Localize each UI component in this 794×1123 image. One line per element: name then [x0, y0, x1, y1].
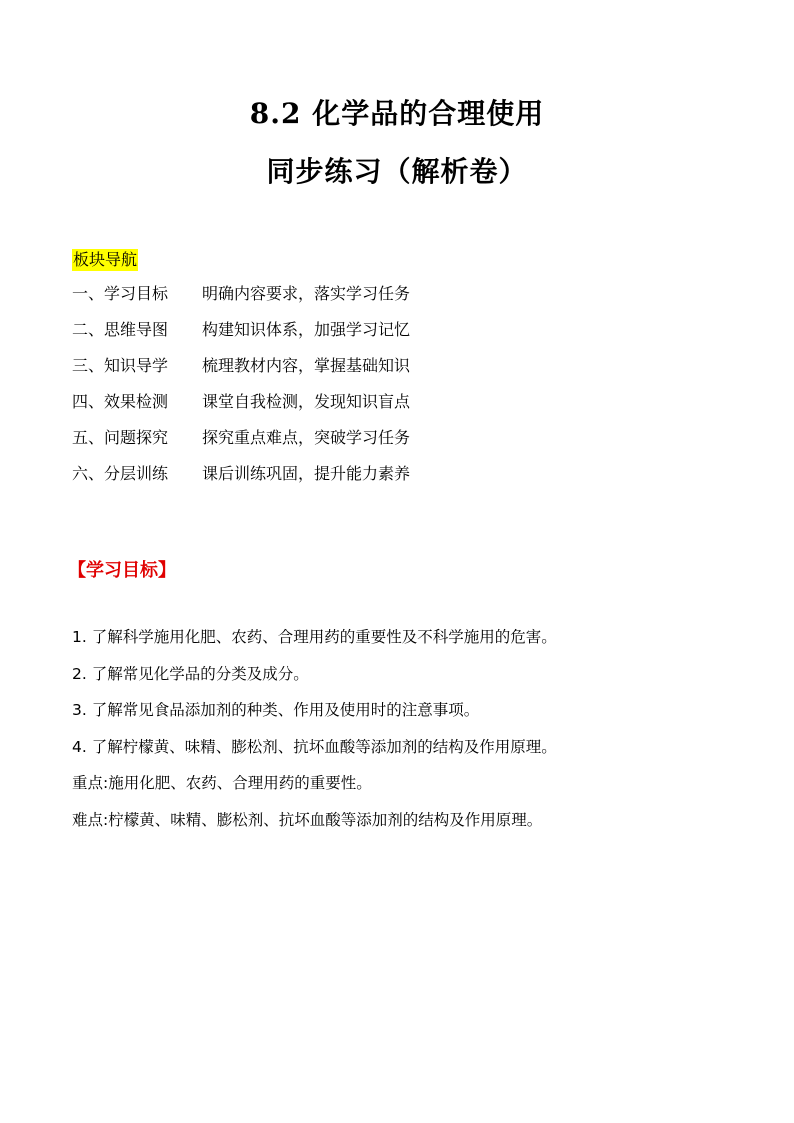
navigation-item [72, 319, 410, 355]
navigation-item [72, 427, 410, 463]
objective-item: 3. 了解常见食品添加剂的种类、作用及使用时的注意事项。 [72, 701, 480, 719]
objective-item: 1. 了解科学施用化肥、农药、合理用药的重要性及不科学施用的危害。 [72, 628, 557, 646]
navigation-item-label: 一、学习目标 [72, 284, 169, 303]
navigation-item-desc: 明确内容要求，落实学习任务 [202, 284, 411, 303]
navigation-item-label: 三、知识导学 [72, 356, 169, 375]
key-point: 重点:施用化肥、农药、合理用药的重要性。 [72, 774, 372, 792]
navigation-item-label: 五、问题探究 [72, 428, 169, 447]
navigation-item-desc: 课堂自我检测，发现知识盲点 [202, 392, 411, 411]
document-subtitle: 同步练习（解析卷） [266, 155, 528, 188]
navigation-item [72, 463, 410, 499]
navigation-item-desc: 课后训练巩固，提升能力素养 [202, 464, 411, 483]
navigation-item-desc: 探究重点难点，突破学习任务 [202, 428, 411, 447]
navigation-item-label: 二、思维导图 [72, 320, 169, 339]
navigation-item-label: 四、效果检测 [72, 392, 169, 411]
objective-item: 2. 了解常见化学品的分类及成分。 [72, 664, 309, 683]
learning-objectives-heading: 【学习目标】 [68, 560, 176, 581]
navigation-item [72, 283, 410, 319]
navigation-item-desc: 构建知识体系，加强学习记忆 [202, 320, 411, 339]
document-title: 8.2 化学品的合理使用 [249, 97, 545, 130]
navigation-list [72, 283, 410, 499]
navigation-item [72, 391, 410, 427]
objective-item: 4. 了解柠檬黄、味精、膨松剂、抗坏血酸等添加剂的结构及作用原理。 [72, 737, 557, 756]
difficult-point: 难点:柠檬黄、味精、膨松剂、抗坏血酸等添加剂的结构及作用原理。 [72, 810, 543, 829]
navigation-item-desc: 梳理教材内容，掌握基础知识 [202, 356, 411, 375]
learning-objectives-list [72, 626, 557, 845]
navigation-item-label: 六、分层训练 [72, 464, 169, 483]
navigation-heading: 板块导航 [73, 250, 138, 269]
navigation-item [72, 355, 410, 391]
